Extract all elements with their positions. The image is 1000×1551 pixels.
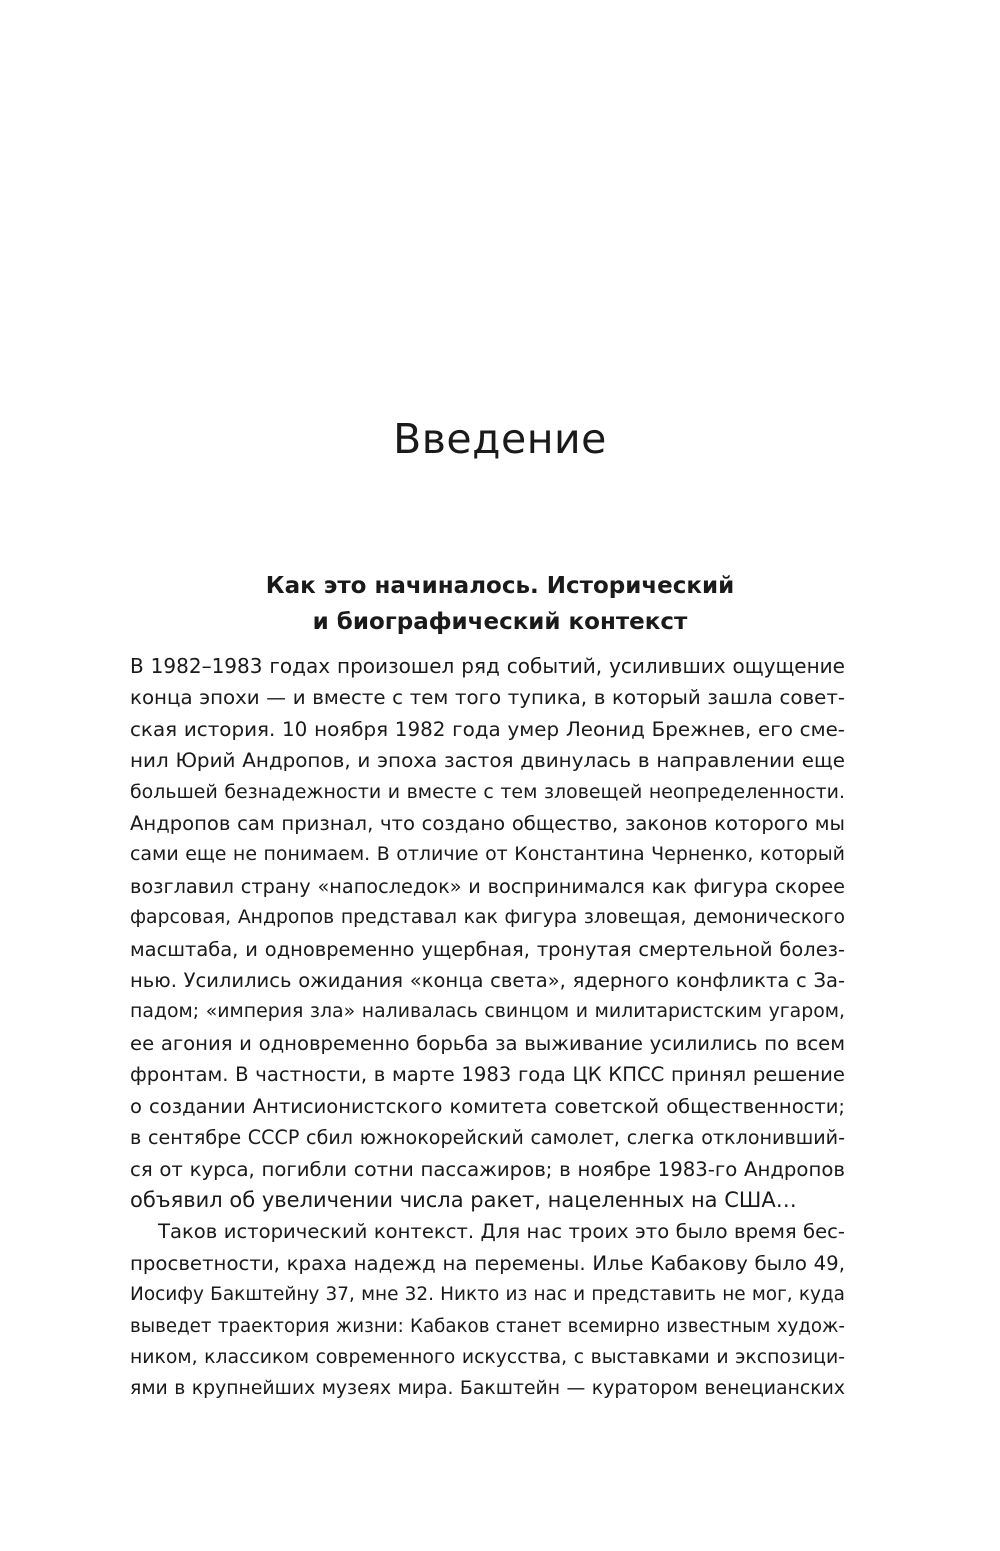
paragraph-2-line: ником, классиком современного искусства, с выставками и экспозици- bbox=[130, 1346, 845, 1368]
paragraph-1-line: ская история. 10 ноября 1982 года умер Леонид Брежнев, его сме- bbox=[130, 717, 845, 741]
paragraph-1-line: в сентябре СССР сбил южнокорейский самолет, слегка отклонивший- bbox=[130, 1126, 845, 1150]
section-title-line-1: Как это начиналось. Исторический bbox=[265, 573, 735, 599]
paragraph-1-line: конца эпохи — и вместе с тем того тупика, в который зашла совет- bbox=[130, 686, 845, 710]
paragraph-1-line: масштаба, и одновременно ущербная, тронутая смертельной болез- bbox=[130, 937, 845, 961]
paragraph-1-line: большей безнадежности и вместе с тем зловещей неопределенности. bbox=[130, 780, 845, 803]
paragraph-1-line: Андропов сам признал, что создано общество, законов которого мы bbox=[130, 812, 845, 836]
section-title-line-2: и биографический контекст bbox=[312, 609, 688, 635]
paragraph-2-line: Иосифу Бакштейну 37, мне 32. Никто из нас и представить не мог, куда bbox=[130, 1284, 845, 1306]
body-text bbox=[130, 651, 845, 1405]
paragraph-2-line: просветности, краха надежд на перемены. Илье Кабакову было 49, bbox=[130, 1251, 845, 1275]
paragraph-2-line: Таков исторический контекст. Для нас троих это было время бес- bbox=[158, 1220, 845, 1244]
paragraph-1-line: фронтам. В частности, в марте 1983 года ЦК КПСС принял решение bbox=[130, 1063, 845, 1087]
paragraph-1-line: нил Юрий Андропов, и эпоха застоя двинулась в направлении еще bbox=[130, 749, 845, 773]
paragraph-1-line: ся от курса, погибли сотни пассажиров; в ноябре 1983-го Андропов bbox=[130, 1157, 845, 1181]
paragraph-2-line: ями в крупнейших музеях мира. Бакштейн — куратором венецианских bbox=[130, 1378, 845, 1400]
paragraph-1-line: В 1982–1983 годах произошел ряд событий, усиливших ощущение bbox=[130, 654, 845, 678]
chapter-title: Введение bbox=[393, 415, 607, 463]
paragraph-1-line: фарсовая, Андропов представал как фигура зловещая, демонического bbox=[130, 907, 845, 929]
paragraph-1-line: падом; «империя зла» наливалась свинцом и милитаристским угаром, bbox=[130, 1000, 845, 1023]
paragraph-1-line: о создании Антисионистского комитета советской общественности; bbox=[130, 1094, 845, 1118]
paragraph-1-line: нью. Усилились ожидания «конца света», ядерного конфликта с За- bbox=[130, 969, 845, 993]
paragraph-2-line: выведет траектория жизни: Кабаков станет всемирно известным худож- bbox=[130, 1315, 845, 1337]
paragraph-1-line: возглавил страну «напоследок» и воспринимался как фигура скорее bbox=[130, 874, 845, 898]
section-title bbox=[0, 568, 1000, 640]
paragraph-1-line: ее агония и одновременно борьба за выживание усилились по всем bbox=[130, 1031, 845, 1055]
paragraph-1-line: объявил об увеличении числа ракет, нацеленных на США… bbox=[130, 1187, 797, 1212]
paragraph-1-line: сами еще не понимаем. В отличие от Константина Черненко, который bbox=[130, 843, 845, 866]
